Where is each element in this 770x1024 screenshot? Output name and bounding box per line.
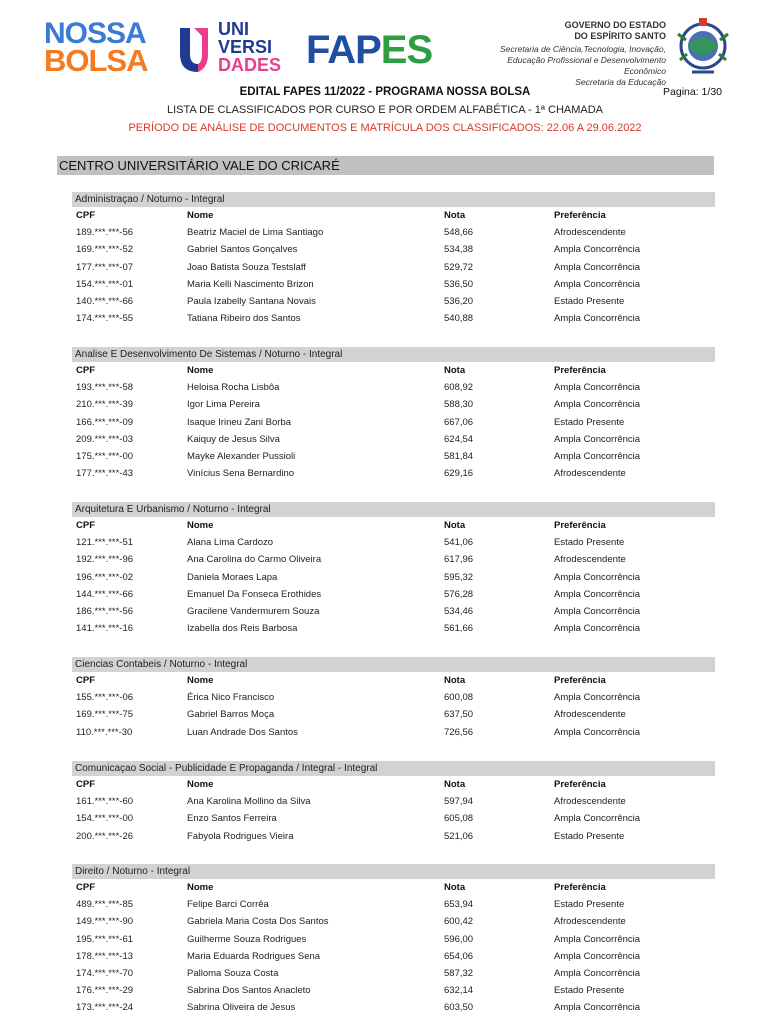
gov-line-3: Secretaria de Ciência,Tecnologia, Inovação, <box>499 44 666 54</box>
cell-cpf: 169.***.***-52 <box>76 244 134 256</box>
cell-preferencia: Ampla Concorrência <box>554 1002 641 1014</box>
cell-cpf: 174.***.***-70 <box>76 967 134 979</box>
cell-cpf: 186.***.***-56 <box>76 605 134 617</box>
gov-line-4: Educação Profissional e Desenvolvimento Econômico <box>507 55 666 76</box>
cell-cpf: 144.***.***-66 <box>76 588 134 600</box>
cell-cpf: 177.***.***-07 <box>76 261 134 273</box>
column-header-cpf: CPF <box>76 779 95 790</box>
column-header-row <box>72 776 715 793</box>
cell-nome: Joao Batista Souza Testslaff <box>187 261 307 273</box>
table-row <box>72 569 715 586</box>
cell-preferencia: Ampla Concorrência <box>554 967 641 979</box>
table-row <box>72 706 715 723</box>
cell-preferencia: Ampla Concorrência <box>554 950 641 962</box>
cell-nota: 596,00 <box>444 933 474 945</box>
cell-cpf: 154.***.***-00 <box>76 813 134 825</box>
table-row <box>72 603 715 620</box>
cell-nome: Maria Kelli Nascimento Brizon <box>187 278 314 290</box>
cell-nome: Luan Andrade Dos Santos <box>187 726 298 738</box>
table-row <box>72 793 715 810</box>
cell-cpf: 174.***.***-55 <box>76 313 134 325</box>
table-row <box>72 241 715 258</box>
logo-uni-line-3: DADES <box>218 55 282 75</box>
cell-nome: Enzo Santos Ferreira <box>187 813 277 825</box>
universidades-text <box>218 20 281 74</box>
gov-line-2: DO ESPÍRITO SANTO <box>574 31 666 41</box>
column-header-row <box>72 672 715 689</box>
cell-nome: Tatiana Ribeiro dos Santos <box>187 313 301 325</box>
page-header <box>0 0 770 87</box>
cell-cpf: 161.***.***-60 <box>76 796 134 808</box>
table-row <box>72 259 715 276</box>
column-header-nota: Nota <box>444 210 466 221</box>
cell-nome: Isaque Irineu Zani Borba <box>187 416 292 428</box>
cell-nota: 536,20 <box>444 295 474 307</box>
column-header-row <box>72 517 715 534</box>
cell-nota: 521,06 <box>444 830 474 842</box>
column-header-cpf: CPF <box>76 675 95 686</box>
logo-uni-line-1: UNI <box>218 19 249 39</box>
cell-preferencia: Ampla Concorrência <box>554 726 641 738</box>
cell-nome: Palloma Souza Costa <box>187 967 279 979</box>
cell-nota: 617,96 <box>444 554 474 566</box>
cell-nome: Gabriel Barros Moça <box>187 709 275 721</box>
universidades-logo <box>176 20 288 78</box>
course-block <box>72 864 715 1017</box>
cell-nota: 624,54 <box>444 433 474 445</box>
table-row <box>72 913 715 930</box>
logo-nossa-text: NOSSA <box>44 17 146 50</box>
cell-nome: Gracilene Vandermurem Souza <box>187 605 320 617</box>
column-header-preferencia: Preferência <box>554 882 606 893</box>
fapes-logo-text: FAPES <box>306 28 433 72</box>
table-row <box>72 896 715 913</box>
fapes-logo <box>306 30 466 76</box>
cell-nota: 548,66 <box>444 227 474 239</box>
cell-preferencia: Afrodescendente <box>554 916 626 928</box>
cell-preferencia: Ampla Concorrência <box>554 433 641 445</box>
cell-nome: Beatriz Maciel de Lima Santiago <box>187 227 324 239</box>
cell-preferencia: Ampla Concorrência <box>554 623 641 635</box>
course-header: Analise E Desenvolvimento De Sistemas / Noturno - Integral <box>72 347 715 362</box>
cell-preferencia: Afrodescendente <box>554 468 626 480</box>
cell-cpf: 200.***.***-26 <box>76 830 134 842</box>
institution-header: CENTRO UNIVERSITÁRIO VALE DO CRICARÉ <box>57 156 714 175</box>
cell-nome: Ana Karolina Mollino da Silva <box>187 796 311 808</box>
cell-preferencia: Ampla Concorrência <box>554 813 641 825</box>
column-header-nome: Nome <box>187 779 214 790</box>
cell-cpf: 166.***.***-09 <box>76 416 134 428</box>
cell-cpf: 489.***.***-85 <box>76 899 134 911</box>
table-row <box>72 810 715 827</box>
cell-nome: Gabriela Maria Costa Dos Santos <box>187 916 329 928</box>
cell-nome: Maria Eduarda Rodrigues Sena <box>187 950 321 962</box>
column-header-preferencia: Preferência <box>554 365 606 376</box>
table-row <box>72 414 715 431</box>
table-row <box>72 276 715 293</box>
column-header-nota: Nota <box>444 675 466 686</box>
document-subtitle: LISTA DE CLASSIFICADOS POR CURSO E POR ORDEM ALFABÉTICA - 1ª CHAMADA <box>166 104 604 116</box>
logo-uni-line-2: VERSI <box>218 37 273 57</box>
cell-nota: 536,50 <box>444 278 474 290</box>
cell-preferencia: Ampla Concorrência <box>554 261 641 273</box>
column-header-row <box>72 362 715 379</box>
cell-nota: 597,94 <box>444 796 474 808</box>
cell-nota: 595,32 <box>444 571 474 583</box>
cell-nome: Sabrina Dos Santos Anacleto <box>187 985 311 997</box>
column-header-cpf: CPF <box>76 210 95 221</box>
table-row <box>72 724 715 741</box>
cell-preferencia: Ampla Concorrência <box>554 382 641 394</box>
column-header-nota: Nota <box>444 520 466 531</box>
cell-cpf: 210.***.***-39 <box>76 399 134 411</box>
table-row <box>72 396 715 413</box>
cell-cpf: 140.***.***-66 <box>76 295 134 307</box>
cell-cpf: 110.***.***-30 <box>76 726 133 738</box>
column-header-nome: Nome <box>187 210 214 221</box>
cell-preferencia: Estado Presente <box>554 985 625 997</box>
column-header-nota: Nota <box>444 882 466 893</box>
document-title: EDITAL FAPES 11/2022 - PROGRAMA NOSSA BOLSA <box>239 86 531 98</box>
table-row <box>72 999 715 1016</box>
cell-cpf: 209.***.***-03 <box>76 433 134 445</box>
table-row <box>72 948 715 965</box>
cell-cpf: 177.***.***-43 <box>76 468 134 480</box>
cell-nota: 576,28 <box>444 588 474 600</box>
government-block <box>470 20 666 88</box>
cell-nome: Gabriel Santos Gonçalves <box>187 244 298 256</box>
cell-cpf: 173.***.***-24 <box>76 1002 134 1014</box>
cell-nome: Heloisa Rocha Lisbôa <box>187 382 280 394</box>
cell-preferencia: Ampla Concorrência <box>554 588 641 600</box>
cell-preferencia: Afrodescendente <box>554 227 626 239</box>
cell-nota: 540,88 <box>444 313 474 325</box>
course-block <box>72 761 715 845</box>
column-header-preferencia: Preferência <box>554 779 606 790</box>
cell-cpf: 169.***.***-75 <box>76 709 134 721</box>
cell-nota: 632,14 <box>444 985 474 997</box>
cell-preferencia: Ampla Concorrência <box>554 692 641 704</box>
column-header-cpf: CPF <box>76 520 95 531</box>
course-header: Arquitetura E Urbanismo / Noturno - Integral <box>72 502 715 517</box>
cell-nome: Mayke Alexander Pussioli <box>187 450 296 462</box>
column-header-row <box>72 207 715 224</box>
table-row <box>72 379 715 396</box>
table-row <box>72 293 715 310</box>
cell-nota: 726,56 <box>444 726 474 738</box>
cell-nome: Paula Izabelly Santana Novais <box>187 295 316 307</box>
gov-line-1: GOVERNO DO ESTADO <box>564 20 666 30</box>
cell-preferencia: Ampla Concorrência <box>554 450 641 462</box>
cell-nota: 605,08 <box>444 813 474 825</box>
cell-nota: 534,38 <box>444 244 474 256</box>
gov-line-5: Secretaria da Educação <box>575 77 666 87</box>
cell-nota: 534,46 <box>444 605 474 617</box>
column-header-nome: Nome <box>187 520 214 531</box>
cell-preferencia: Ampla Concorrência <box>554 605 641 617</box>
course-block <box>72 347 715 482</box>
cell-cpf: 178.***.***-13 <box>76 950 134 962</box>
cell-cpf: 175.***.***-00 <box>76 450 134 462</box>
cell-nome: Sabrina Oliveira de Jesus <box>187 1002 296 1014</box>
table-row <box>72 689 715 706</box>
table-row <box>72 465 715 482</box>
course-header: Direito / Noturno - Integral <box>72 864 715 879</box>
universidades-mark-icon <box>176 24 212 76</box>
course-header: Comunicaçao Social - Publicidade E Propaganda / Integral - Integral <box>72 761 715 776</box>
cell-nome: Felipe Barci Corrêa <box>187 899 269 911</box>
cell-nota: 588,30 <box>444 399 474 411</box>
table-row <box>72 310 715 327</box>
cell-preferencia: Estado Presente <box>554 416 625 428</box>
cell-nota: 581,84 <box>444 450 474 462</box>
table-row <box>72 534 715 551</box>
table-row <box>72 982 715 999</box>
table-row <box>72 931 715 948</box>
cell-nota: 603,50 <box>444 1002 474 1014</box>
column-header-cpf: CPF <box>76 365 95 376</box>
cell-preferencia: Ampla Concorrência <box>554 244 641 256</box>
course-header: Administraçao / Noturno - Integral <box>72 192 715 207</box>
cell-cpf: 195.***.***-61 <box>76 933 134 945</box>
table-row <box>72 620 715 637</box>
cell-preferencia: Ampla Concorrência <box>554 278 641 290</box>
cell-nome: Izabella dos Reis Barbosa <box>187 623 298 635</box>
page-indicator: Pagina: 1/30 <box>663 86 722 98</box>
table-row <box>72 965 715 982</box>
cell-preferencia: Afrodescendente <box>554 709 626 721</box>
cell-cpf: 154.***.***-01 <box>76 278 134 290</box>
cell-nota: 608,92 <box>444 382 474 394</box>
cell-preferencia: Ampla Concorrência <box>554 313 641 325</box>
cell-nota: 541,06 <box>444 537 474 549</box>
cell-nome: Vinícius Sena Bernardino <box>187 468 295 480</box>
cell-preferencia: Ampla Concorrência <box>554 933 641 945</box>
cell-nome: Emanuel Da Fonseca Erothides <box>187 588 322 600</box>
logo-bolsa-text: BOLSA <box>44 43 148 78</box>
cell-nome: Ana Carolina do Carmo Oliveira <box>187 554 322 566</box>
table-row <box>72 551 715 568</box>
cell-nome: Igor Lima Pereira <box>187 399 260 411</box>
column-header-cpf: CPF <box>76 882 95 893</box>
column-header-nota: Nota <box>444 779 466 790</box>
table-row <box>72 224 715 241</box>
document-period: PERÍODO DE ANÁLISE DE DOCUMENTOS E MATRÍCULA DOS CLASSIFICADOS: 22.06 A 29.06.2022 <box>128 122 642 134</box>
cell-nome: Fabyola Rodrigues Vieira <box>187 830 294 842</box>
course-block <box>72 502 715 637</box>
cell-preferencia: Estado Presente <box>554 830 625 842</box>
cell-nome: Érica Nico Francisco <box>187 692 275 704</box>
cell-cpf: 196.***.***-02 <box>76 571 134 583</box>
column-header-preferencia: Preferência <box>554 675 606 686</box>
course-block <box>72 657 715 741</box>
cell-cpf: 149.***.***-90 <box>76 916 134 928</box>
cell-nome: Daniela Moraes Lapa <box>187 571 278 583</box>
cell-preferencia: Afrodescendente <box>554 796 626 808</box>
cell-cpf: 192.***.***-96 <box>76 554 134 566</box>
cell-preferencia: Ampla Concorrência <box>554 399 641 411</box>
cell-nota: 654,06 <box>444 950 474 962</box>
cell-cpf: 176.***.***-29 <box>76 985 134 997</box>
cell-cpf: 155.***.***-06 <box>76 692 134 704</box>
column-header-preferencia: Preferência <box>554 520 606 531</box>
cell-nota: 637,50 <box>444 709 474 721</box>
column-header-nome: Nome <box>187 365 214 376</box>
table-row <box>72 448 715 465</box>
cell-cpf: 141.***.***-16 <box>76 623 134 635</box>
cell-nome: Alana Lima Cardozo <box>187 537 274 549</box>
cell-cpf: 189.***.***-56 <box>76 227 134 239</box>
cell-preferencia: Ampla Concorrência <box>554 571 641 583</box>
column-header-preferencia: Preferência <box>554 210 606 221</box>
cell-nota: 587,32 <box>444 967 474 979</box>
cell-nota: 600,08 <box>444 692 474 704</box>
course-header: Ciencias Contabeis / Noturno - Integral <box>72 657 715 672</box>
course-block <box>72 192 715 327</box>
cell-nota: 529,72 <box>444 261 474 273</box>
table-row <box>72 586 715 603</box>
column-header-nome: Nome <box>187 882 214 893</box>
table-row <box>72 828 715 845</box>
table-row <box>72 431 715 448</box>
cell-nota: 600,42 <box>444 916 474 928</box>
column-header-nome: Nome <box>187 675 214 686</box>
cell-preferencia: Afrodescendente <box>554 554 626 566</box>
column-header-row <box>72 879 715 896</box>
cell-nota: 653,94 <box>444 899 474 911</box>
nossa-bolsa-logo <box>44 17 148 78</box>
cell-nota: 629,16 <box>444 468 474 480</box>
cell-nota: 667,06 <box>444 416 474 428</box>
cell-nome: Kaiquy de Jesus Silva <box>187 433 280 445</box>
cell-preferencia: Estado Presente <box>554 537 625 549</box>
cell-nome: Guilherme Souza Rodrigues <box>187 933 307 945</box>
state-seal-icon <box>672 14 734 78</box>
cell-preferencia: Estado Presente <box>554 295 625 307</box>
column-header-nota: Nota <box>444 365 466 376</box>
cell-cpf: 193.***.***-58 <box>76 382 134 394</box>
cell-cpf: 121.***.***-51 <box>76 537 134 549</box>
cell-preferencia: Estado Presente <box>554 899 625 911</box>
cell-nota: 561,66 <box>444 623 474 635</box>
